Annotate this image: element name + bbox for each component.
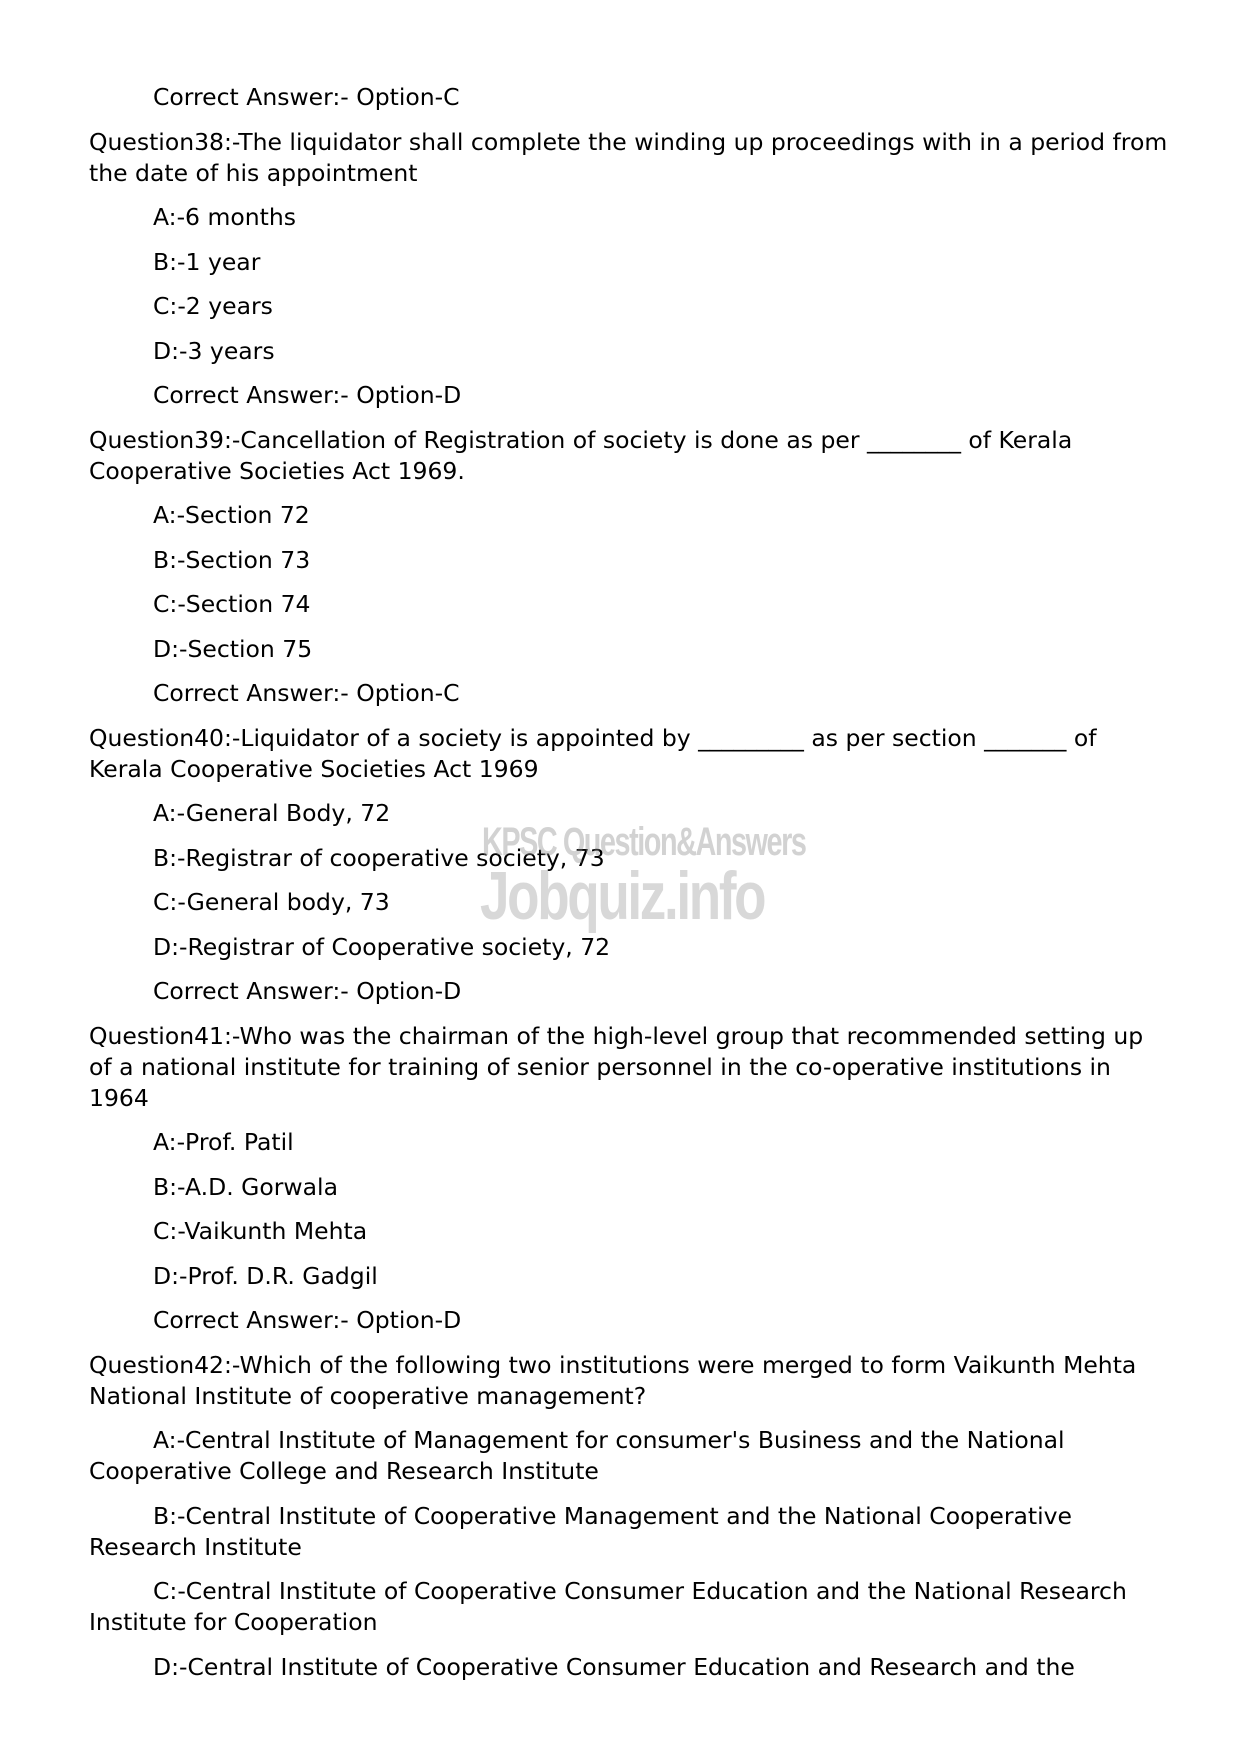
- option-c: C:-Vaikunth Mehta: [153, 1217, 368, 1245]
- correct-answer: Correct Answer:- Option-C: [153, 83, 460, 111]
- question-40: Question40:-Liquidator of a society is appointed by _________ as per section _______ of Kerala Cooperative Societies Act 1969: [89, 723, 1097, 783]
- option-b: B:-Section 73: [153, 545, 311, 574]
- correct-answer: Correct Answer:- Option-D: [153, 977, 462, 1005]
- option-d: D:-3 years: [153, 336, 275, 365]
- option-b: B:-Registrar of cooperative society, 73: [153, 843, 605, 872]
- option-c: C:-Central Institute of Cooperative Consumer Education and the National Research Institute for Cooperation: [89, 1577, 1127, 1636]
- option-a: A:-General Body, 72: [153, 799, 391, 827]
- option-c: C:-2 years: [153, 292, 273, 320]
- option-a: A:-6 months: [153, 203, 296, 231]
- question-41: Question41:-Who was the chairman of the high-level group that recommended setting up of a national institute for training of senior personnel in the co-operative institutions in 1964: [89, 1021, 1144, 1112]
- option-d: D:-Section 75: [153, 634, 313, 663]
- option-d: D:-Central Institute of Cooperative Consumer Education and Research and the: [153, 1652, 1075, 1681]
- question-39: Question39:-Cancellation of Registration of society is done as per ________ of Kerala Cooperative Societies Act 1969.: [89, 425, 1073, 485]
- watermark-line-1: KPSC Question&Answers: [482, 820, 806, 864]
- option-c: C:-General body, 73: [153, 888, 390, 916]
- option-b: B:-1 year: [153, 247, 261, 276]
- option-b: B:-A.D. Gorwala: [153, 1172, 338, 1201]
- option-a: A:-Prof. Patil: [153, 1128, 294, 1156]
- option-b: B:-Central Institute of Cooperative Management and the National Cooperative Research Institute: [89, 1501, 1073, 1561]
- option-d: D:-Registrar of Cooperative society, 72: [153, 932, 611, 961]
- option-a: A:-Section 72: [153, 501, 310, 529]
- question-42: Question42:-Which of the following two institutions were merged to form Vaikunth Mehta National Institute of cooperative management?: [89, 1350, 1137, 1410]
- option-c: C:-Section 74: [153, 590, 311, 618]
- question-38: Question38:-The liquidator shall complete the winding up proceedings with in a period from the date of his appointment: [89, 127, 1168, 187]
- watermark-line-2: Jobquiz.info: [480, 858, 765, 934]
- option-d: D:-Prof. D.R. Gadgil: [153, 1261, 378, 1290]
- question-list: [89, 82, 1169, 1683]
- option-a: A:-Central Institute of Management for consumer's Business and the National Cooperative College and Research Institute: [89, 1426, 1065, 1485]
- correct-answer: Correct Answer:- Option-D: [153, 1306, 462, 1334]
- correct-answer: Correct Answer:- Option-C: [153, 679, 460, 707]
- correct-answer: Correct Answer:- Option-D: [153, 381, 462, 409]
